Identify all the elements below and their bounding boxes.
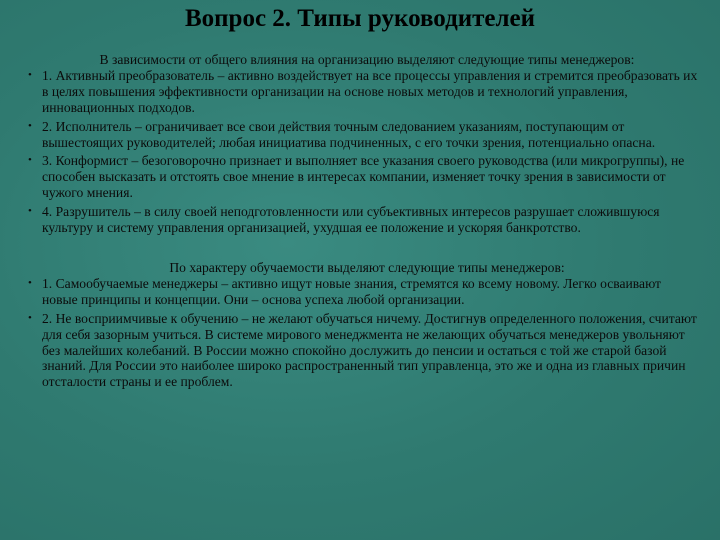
list-item	[22, 311, 700, 391]
bullet-icon: •	[28, 119, 32, 132]
list-item	[22, 68, 700, 116]
bullet-icon: •	[28, 276, 32, 289]
bullet-icon: •	[28, 311, 32, 324]
list-item-text: 3. Конформист – безоговорочно признает и выполняет все указания своего руководства (или микрогруппы), не способен высказать и отстоять свое мнение в интересах компании, изменяет точку зрения в зависимости от чужого мнения.	[42, 153, 685, 201]
list-item-text: 2. Исполнитель – ограничивает все свои действия точным следованием указаниям, поступающим от вышестоящих руководителей; любая инициатива подчиненных, с его точки зрения, потенциально опасна.	[42, 118, 656, 150]
list-item	[22, 204, 700, 236]
bullet-icon: •	[28, 68, 32, 81]
bullet-icon: •	[28, 205, 32, 218]
list-item-text: 1. Активный преобразователь – активно воздействует на все процессы управления и стремится преобразовать их в целях повышения эффективности организации на основе новых методов и технологий управления, инновационных подходов.	[42, 67, 698, 115]
list-item	[22, 119, 700, 151]
section2-list	[22, 276, 700, 390]
list-item	[22, 276, 700, 308]
slide-content	[22, 52, 700, 393]
section1-list	[22, 68, 700, 236]
slide-title: Вопрос 2. Типы руководителей	[184, 5, 536, 32]
bullet-icon: •	[28, 154, 32, 167]
list-item-text: 4. Разрушитель – в силу своей неподготовленности или субъективных интересов разрушает сложившуюся культуру и систему управления организацией, ухудшая ее положение и ускоряя банкротство.	[42, 204, 660, 236]
list-item-text: 1. Самообучаемые менеджеры – активно ищут новые знания, стремятся ко всему новому. Легко осваивают новые принципы и концепции. Они – основа успеха любой организации.	[42, 275, 661, 307]
list-item-text: 2. Не восприимчивые к обучению – не желают обучаться ничему. Достигнув определенного положения, считают для себя зазорным учиться. В системе мирового менеджмента не желающих обучаться менеджеров увольняют без малейших колебаний. В России можно спокойно дослужить до пенсии и остаться с той же старой базой знаний. Для России это наиболее широко распространенный тип управленца, это же и одна из главных причин отсталости страны и ее проблем.	[42, 310, 697, 390]
list-item	[22, 153, 700, 201]
section1-intro: В зависимости от общего влияния на организацию выделяют следующие типы менеджеров:	[99, 52, 635, 67]
section2-intro: По характеру обучаемости выделяют следующие типы менеджеров:	[169, 259, 565, 275]
